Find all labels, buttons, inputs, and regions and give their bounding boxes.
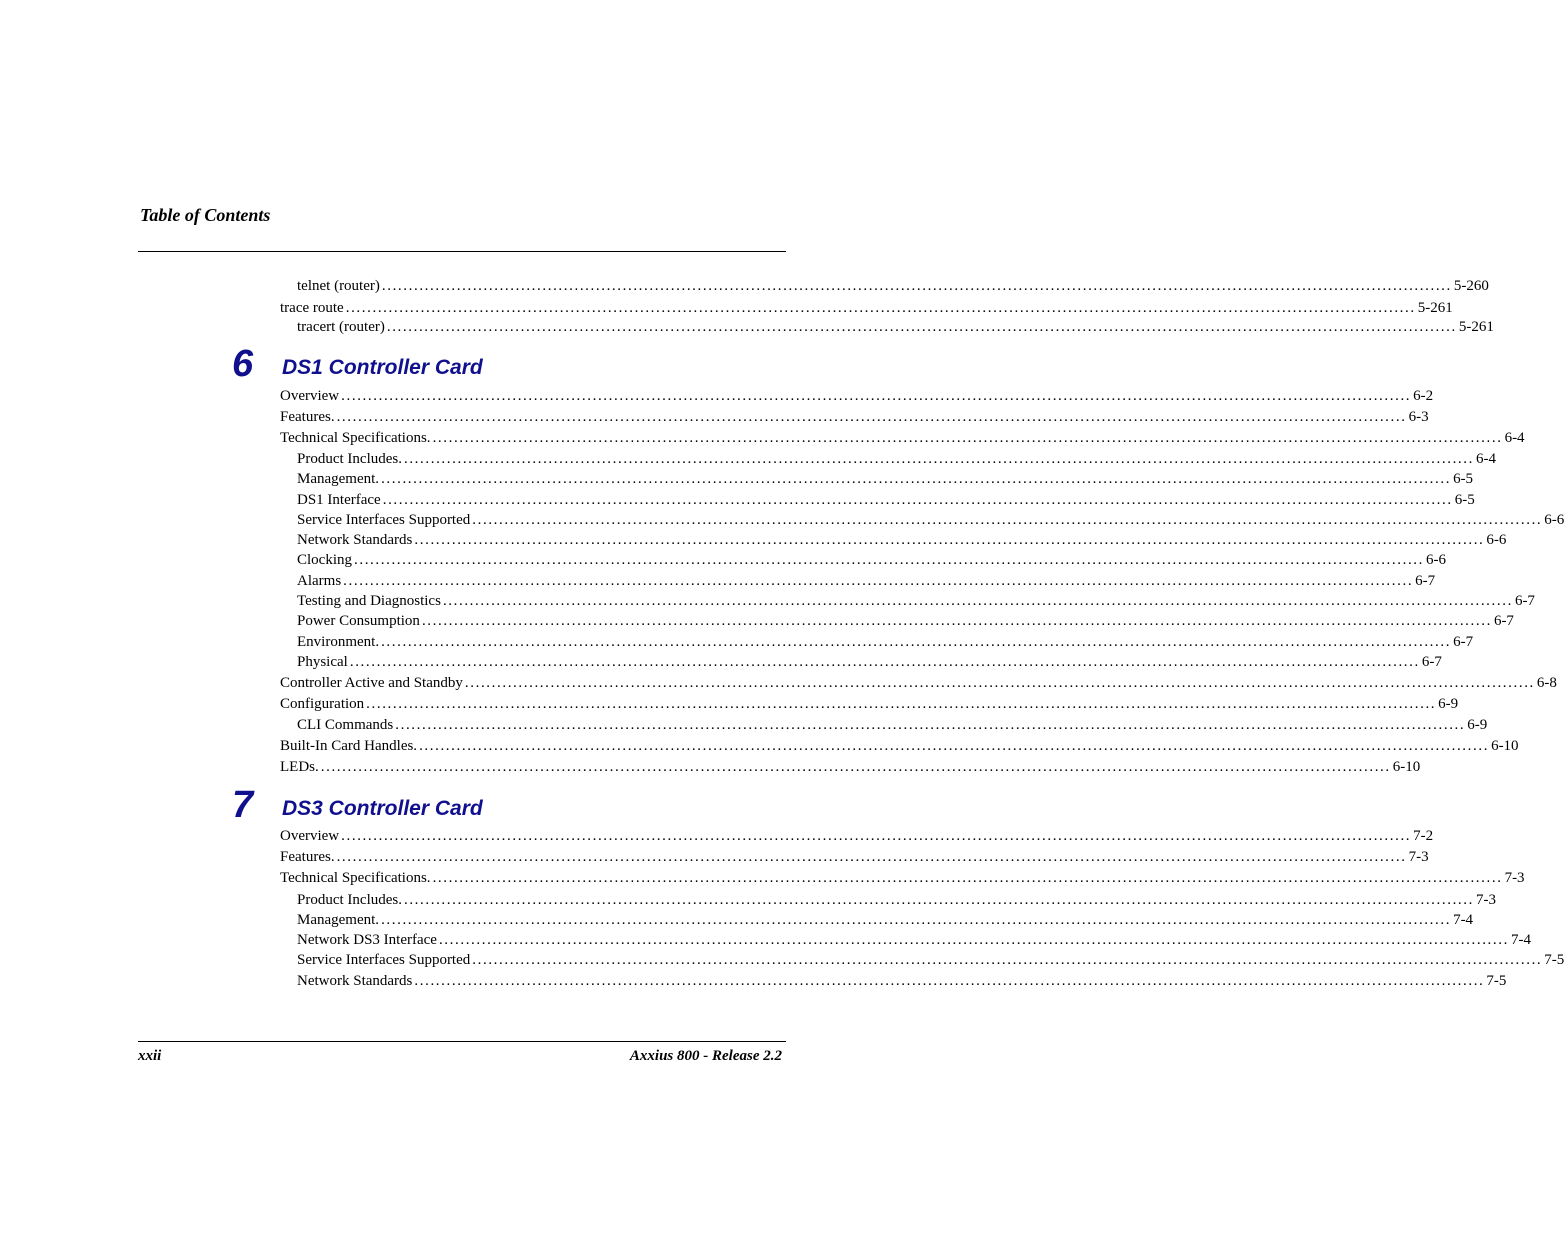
chapter-7-number: 7 [232, 784, 254, 826]
toc-leader: ........................................................................................................................................................................................................ [381, 471, 1452, 487]
toc-entry[interactable] [280, 428, 1525, 448]
footer-rule [138, 1041, 786, 1042]
toc-entry[interactable] [297, 632, 1474, 652]
toc-leader: ........................................................................................................................................................................................................ [432, 430, 1503, 446]
toc-entry-page: 6-4 [1475, 451, 1496, 467]
toc-leader: ........................................................................................................................................................................................................ [472, 512, 1543, 528]
toc-entry[interactable] [280, 826, 1434, 846]
toc-entry-page: 7-2 [1413, 828, 1434, 844]
toc-entry-text: LEDs. [280, 759, 319, 775]
toc-entry[interactable] [280, 694, 1459, 714]
toc-entry-page: 6-10 [1491, 738, 1519, 754]
toc-entry-page: 6-3 [1408, 409, 1429, 425]
toc-entry-text: Controller Active and Standby [280, 675, 463, 691]
toc-leader: ........................................................................................................................................................................................................ [320, 759, 1391, 775]
toc-entry[interactable] [297, 276, 1489, 296]
toc-entry[interactable] [280, 386, 1434, 406]
toc-entry-page: 5-260 [1453, 278, 1489, 294]
toc-leader: ........................................................................................................................................................................................................ [414, 973, 1485, 989]
toc-entry-text: Service Interfaces Supported [297, 512, 471, 528]
toc-leader: ........................................................................................................................................................................................................ [341, 388, 1412, 404]
toc-entry-page: 6-6 [1486, 532, 1507, 548]
toc-entry-page: 5-261 [1458, 319, 1494, 335]
toc-entry-text: Environment. [297, 634, 380, 650]
toc-entry-text: Product Includes. [297, 451, 402, 467]
toc-entry-text: DS1 Interface [297, 492, 381, 508]
footer-page-number: xxii [138, 1048, 162, 1064]
toc-entry[interactable] [280, 673, 1557, 693]
toc-entry-text: Features. [280, 849, 335, 865]
toc-entry[interactable] [297, 890, 1496, 910]
toc-entry[interactable] [297, 317, 1494, 337]
toc-leader: ........................................................................................................................................................................................................ [336, 409, 1407, 425]
toc-leader: ........................................................................................................................................................................................................ [381, 634, 1452, 650]
toc-entry[interactable] [280, 298, 1453, 318]
toc-entry-page: 6-7 [1493, 613, 1514, 629]
toc-entry[interactable] [297, 652, 1442, 672]
toc-entry[interactable] [297, 591, 1535, 611]
toc-leader: ........................................................................................................................................................................................................ [336, 849, 1407, 865]
toc-entry-page: 6-2 [1413, 388, 1434, 404]
toc-entry-page: 6-5 [1454, 492, 1475, 508]
toc-entry-page: 6-6 [1544, 512, 1564, 528]
toc-entry[interactable] [297, 530, 1507, 550]
toc-entry-page: 7-3 [1504, 870, 1525, 886]
toc-leader: ........................................................................................................................................................................................................ [403, 451, 1474, 467]
toc-entry[interactable] [297, 715, 1488, 735]
toc-entry-page: 6-7 [1453, 634, 1474, 650]
toc-leader: ........................................................................................................................................................................................................ [382, 492, 1453, 508]
toc-entry-text: Clocking [297, 552, 352, 568]
toc-leader: ........................................................................................................................................................................................................ [414, 532, 1485, 548]
toc-leader: ........................................................................................................................................................................................................ [421, 613, 1492, 629]
toc-leader: ........................................................................................................................................................................................................ [341, 828, 1412, 844]
toc-entry[interactable] [297, 490, 1475, 510]
header-rule [138, 251, 786, 252]
toc-leader: ........................................................................................................................................................................................................ [349, 654, 1420, 670]
toc-entry-text: Network DS3 Interface [297, 932, 437, 948]
toc-entry-page: 7-5 [1544, 952, 1564, 968]
toc-entry[interactable] [297, 950, 1564, 970]
chapter-7-title[interactable]: DS3 Controller Card [282, 797, 483, 820]
toc-entry[interactable] [297, 469, 1474, 489]
toc-entry-page: 6-10 [1392, 759, 1421, 775]
toc-entry-text: Technical Specifications. [280, 870, 431, 886]
toc-leader: ........................................................................................................................................................................................................ [381, 278, 1452, 294]
toc-entry-text: telnet (router) [297, 278, 380, 294]
running-header-title: Table of Contents [140, 205, 271, 225]
toc-leader: ........................................................................................................................................................................................................ [345, 300, 1416, 316]
toc-leader: ........................................................................................................................................................................................................ [432, 870, 1503, 886]
toc-entry-text: Built-In Card Handles. [280, 738, 418, 754]
toc-entry-page: 7-5 [1486, 973, 1507, 989]
toc-entry-text: Service Interfaces Supported [297, 952, 471, 968]
toc-entry[interactable] [297, 611, 1514, 631]
toc-entry-page: 5-261 [1417, 300, 1453, 316]
chapter-6-number: 6 [232, 343, 254, 385]
toc-leader: ........................................................................................................................................................................................................ [354, 552, 1424, 568]
toc-entry-text: tracert (router) [297, 319, 385, 335]
toc-entry-page: 6-7 [1514, 593, 1535, 609]
toc-entry[interactable] [297, 571, 1436, 591]
toc-entry-page: 7-4 [1453, 912, 1474, 928]
toc-entry[interactable] [297, 930, 1531, 950]
toc-entry-page: 6-8 [1536, 675, 1557, 691]
toc-entry-page: 6-9 [1467, 717, 1488, 733]
toc-entry[interactable] [280, 847, 1429, 867]
toc-entry-text: Technical Specifications. [280, 430, 431, 446]
toc-entry-page: 6-4 [1504, 430, 1525, 446]
toc-entry-text: Overview [280, 828, 340, 844]
toc-entry[interactable] [297, 510, 1564, 530]
toc-entry[interactable] [280, 757, 1421, 777]
toc-entry[interactable] [297, 449, 1496, 469]
toc-entry-page: 6-9 [1438, 696, 1459, 712]
toc-leader: ........................................................................................................................................................................................................ [419, 738, 1490, 754]
toc-leader: ........................................................................................................................................................................................................ [343, 573, 1414, 589]
toc-entry-text: trace route [280, 300, 344, 316]
toc-entry-page: 6-7 [1415, 573, 1436, 589]
toc-entry-page: 7-3 [1475, 892, 1496, 908]
toc-leader: ........................................................................................................................................................................................................ [438, 932, 1509, 948]
toc-leader: ........................................................................................................................................................................................................ [403, 892, 1474, 908]
toc-entry-page: 7-4 [1510, 932, 1531, 948]
toc-entry-text: Power Consumption [297, 613, 420, 629]
toc-entry-text: Overview [280, 388, 340, 404]
toc-leader: ........................................................................................................................................................................................................ [442, 593, 1513, 609]
chapter-6-title[interactable]: DS1 Controller Card [282, 356, 483, 379]
toc-entry-page: 6-6 [1426, 552, 1446, 568]
toc-entry-text: Network Standards [297, 532, 413, 548]
toc-entry-text: Testing and Diagnostics [297, 593, 441, 609]
toc-leader: ........................................................................................................................................................................................................ [472, 952, 1543, 968]
toc-entry[interactable] [280, 868, 1525, 888]
toc-entry-text: Features. [280, 409, 335, 425]
toc-leader: ........................................................................................................................................................................................................ [381, 912, 1452, 928]
toc-entry-text: Management. [297, 912, 380, 928]
footer-product-title: Axxius 800 - Release 2.2 [629, 1048, 782, 1064]
toc-leader: ........................................................................................................................................................................................................ [366, 696, 1437, 712]
toc-entry-page: 6-7 [1421, 654, 1442, 670]
toc-entry[interactable] [297, 550, 1446, 570]
toc-leader: ........................................................................................................................................................................................................ [464, 675, 1535, 691]
toc-entry-text: CLI Commands [297, 717, 394, 733]
toc-entry-text: Management. [297, 471, 380, 487]
toc-entry[interactable] [280, 736, 1519, 756]
toc-entry[interactable] [297, 910, 1474, 930]
toc-entry-page: 6-5 [1453, 471, 1474, 487]
toc-entry-text: Product Includes. [297, 892, 402, 908]
toc-leader: ........................................................................................................................................................................................................ [395, 717, 1466, 733]
toc-leader: ........................................................................................................................................................................................................ [386, 319, 1457, 335]
toc-entry[interactable] [280, 407, 1429, 427]
toc-entry-page: 7-3 [1408, 849, 1429, 865]
toc-entry-text: Alarms [297, 573, 342, 589]
toc-entry-text: Configuration [280, 696, 365, 712]
toc-entry-text: Network Standards [297, 973, 413, 989]
toc-entry-text: Physical [297, 654, 348, 670]
toc-entry[interactable] [297, 971, 1507, 991]
